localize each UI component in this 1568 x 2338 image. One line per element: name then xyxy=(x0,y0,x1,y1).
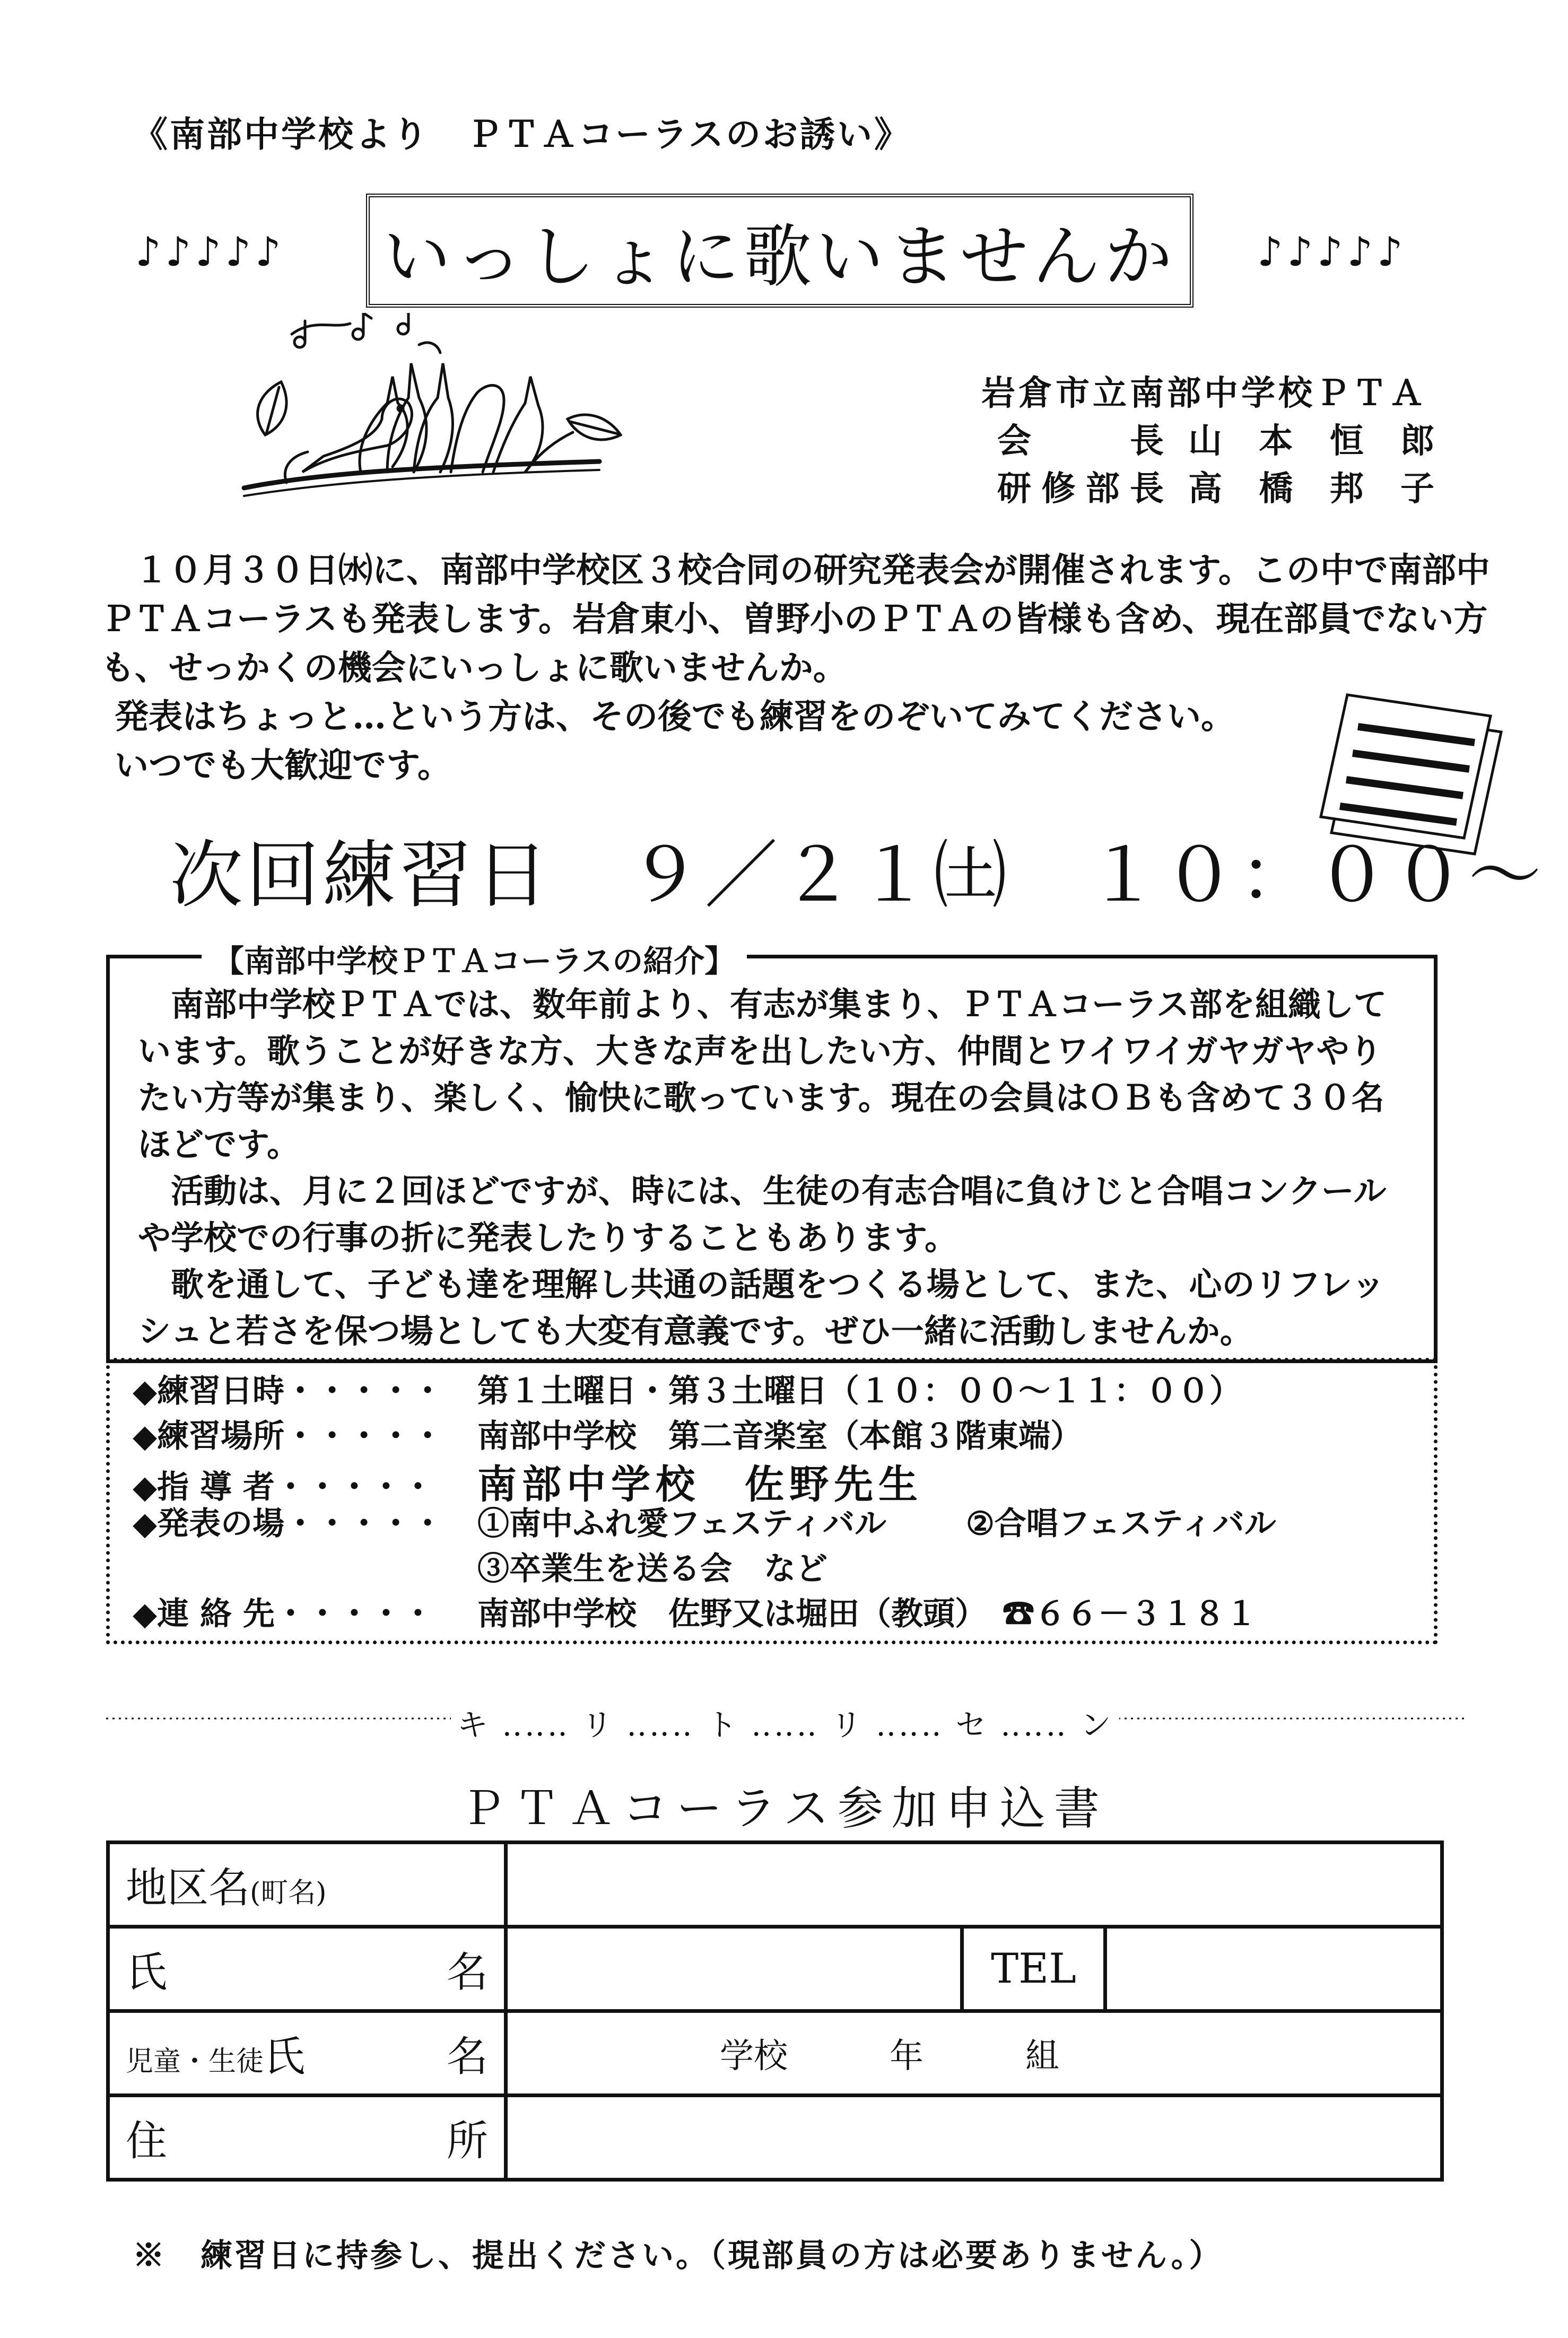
form-row-name xyxy=(108,1927,1442,2011)
music-notes-right: ♪♪♪♪♪ xyxy=(1257,228,1407,275)
detail-schedule xyxy=(133,1366,1241,1411)
tel-field[interactable] xyxy=(1105,1927,1442,2011)
detail-events-more xyxy=(133,1543,827,1589)
detail-value: 南部中学校 佐野又は堀田（教頭） ☎６６－３１８１ xyxy=(477,1595,1257,1633)
intro-paragraph: いつでも大歓迎です。 xyxy=(115,746,451,786)
music-notes-left: ♪♪♪♪♪ xyxy=(135,228,285,275)
detail-label: ◆発表の場・・・・・ xyxy=(133,1505,444,1542)
child-name-label: 児童・生徒氏 名 xyxy=(108,2011,506,2096)
org-role: 研修部長 xyxy=(997,469,1167,509)
detail-label: ◆練習場所・・・・・ xyxy=(133,1418,444,1455)
detail-value: ③卒業生を送る会 など xyxy=(477,1550,827,1587)
org-training-head xyxy=(997,461,1438,510)
application-form xyxy=(106,1840,1444,2182)
detail-label: ◆練習日時・・・・・ xyxy=(133,1373,444,1410)
address-label: 住 所 xyxy=(108,2096,506,2180)
form-row-address xyxy=(108,2096,1442,2180)
district-field[interactable] xyxy=(506,1843,1442,1927)
cut-line-text: キ ‥‥‥ リ ‥‥‥ ト ‥‥‥ リ ‥‥‥ セ ‥‥‥ ン xyxy=(106,1700,1464,1744)
next-practice-date: 次回練習日 ９／２１㈯ １０：００～ xyxy=(170,833,1545,918)
club-paragraph: 南部中学校ＰＴＡでは、数年前より、有志が集まり、ＰＴＡコーラス部を組織しています。歌うことが好きな方、大きな声を出したい方、仲間とワイワイガヤガヤやりたい方等が集まり、楽しく、愉快に歌っています。現在の会員はＯＢも含めて３０名ほどです。 xyxy=(138,985,1387,1164)
title-box xyxy=(366,194,1194,308)
tel-label: TEL xyxy=(962,1927,1105,2011)
detail-value: ①南中ふれ愛フェスティバル xyxy=(477,1505,886,1542)
intro-paragraph: 発表はちょっと…という方は、その後でも練習をのぞいてみてください。 xyxy=(115,697,1235,737)
footnote: ※ 練習日に持参し、提出ください。（現部員の方は必要ありません。） xyxy=(133,2237,1223,2274)
detail-place xyxy=(133,1411,1082,1456)
form-title: ＰＴＡコーラス参加申込書 xyxy=(460,1782,1108,1835)
detail-value: 南部中学校 第二音楽室（本館３階東端） xyxy=(477,1418,1082,1455)
intro-label: 《南部中学校より ＰＴＡコーラスのお誘い》 xyxy=(133,114,912,155)
detail-value: 南部中学校 佐野先生 xyxy=(477,1462,923,1507)
org-role: 会長 xyxy=(997,421,1167,461)
detail-value: 第１土曜日・第３土曜日（１０：００～１１：００） xyxy=(477,1373,1241,1410)
form-row-child xyxy=(108,2011,1442,2096)
intro-paragraph: １０月３０日㈬に、南部中学校区３校合同の研究発表会が開催されます。この中で南部中ＰＴＡコーラスも発表します。岩倉東小、曽野小のＰＴＡの皆様も含め、現在部員でない方も、せっかくの機会にいっしょに歌いませんか。 xyxy=(101,551,1490,688)
detail-value: ②合唱フェスティバル xyxy=(966,1505,1276,1542)
singing-birds-illustration xyxy=(228,313,642,504)
organization-name: 岩倉市立南部中学校ＰＴＡ xyxy=(981,373,1427,413)
name-field[interactable] xyxy=(506,1927,962,2011)
detail-label: ◆指 導 者・・・・・ xyxy=(133,1469,434,1506)
form-row-district xyxy=(108,1843,1442,1927)
main-title: いっしょに歌いませんか xyxy=(382,217,1177,296)
detail-label: ◆連 絡 先・・・・・ xyxy=(133,1595,434,1633)
org-president xyxy=(997,414,1438,463)
district-label: 地区名(町名) xyxy=(108,1843,506,1927)
org-person: 山本恒郎 xyxy=(1188,421,1438,461)
address-field[interactable] xyxy=(506,2096,1442,2180)
org-person: 高橋邦子 xyxy=(1188,469,1438,509)
intro-text xyxy=(101,546,1491,790)
name-label: 氏 名 xyxy=(108,1927,506,2011)
club-paragraph: 歌を通して、子ども達を理解し共通の話題をつくる場として、また、心のリフレッシュと若さを保つ場としても大変有意義です。ぜひ一緒に活動しませんか。 xyxy=(138,1265,1385,1350)
detail-events xyxy=(133,1498,1276,1544)
child-school-field[interactable]: 学校 年 組 xyxy=(506,2011,1442,2096)
club-intro-heading: 【南部中学校ＰＴＡコーラスの紹介】 xyxy=(202,936,747,981)
detail-contact xyxy=(133,1589,1257,1634)
club-paragraph: 活動は、月に２回ほどですが、時には、生徒の有志合唱に負けじと合唱コンクールや学校での行事の折に発表したりすることもあります。 xyxy=(138,1172,1387,1257)
club-intro-body xyxy=(138,981,1411,1355)
